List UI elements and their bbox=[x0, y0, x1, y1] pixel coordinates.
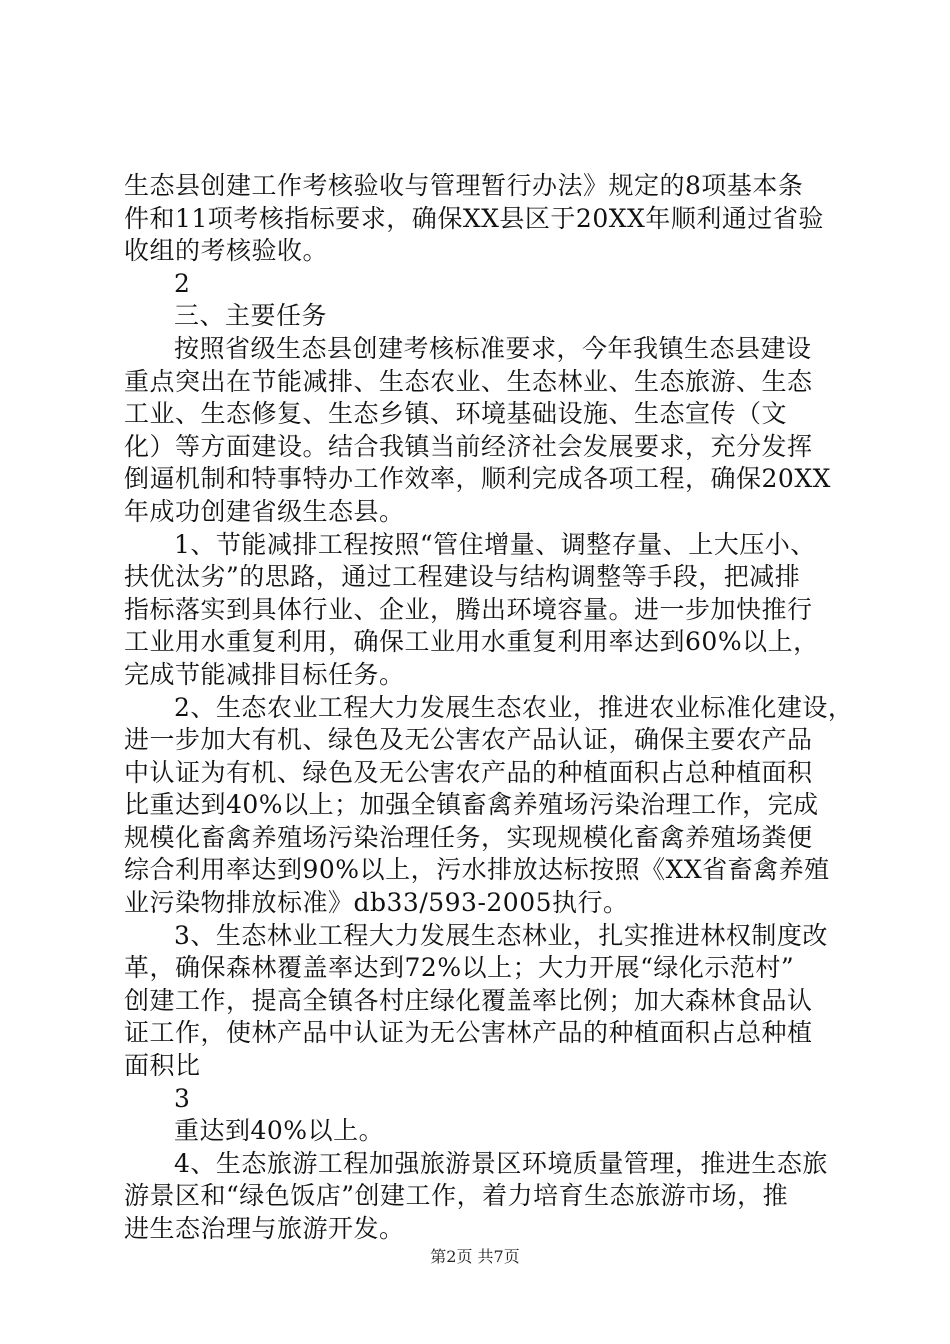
text-line: 2、生态农业工程大力发展生态农业，推进农业标准化建设， bbox=[174, 692, 854, 722]
text-line: 比重达到40%以上；加强全镇畜禽养殖场污染治理工作，完成 bbox=[124, 790, 819, 820]
text-line: 收组的考核验收。 bbox=[124, 236, 329, 266]
text-line: 重点突出在节能减排、生态农业、生态林业、生态旅游、生态 bbox=[124, 366, 813, 396]
text-line: 创建工作，提高全镇各村庄绿化覆盖率比例；加大森林食品认 bbox=[124, 985, 813, 1015]
text-line: 生态县创建工作考核验收与管理暂行办法》规定的8项基本条 bbox=[124, 171, 804, 200]
text-line: 倒逼机制和特事特办工作效率，顺利完成各项工程，确保20XX bbox=[124, 464, 831, 494]
text-line: 按照省级生态县创建考核标准要求，今年我镇生态县建设 bbox=[174, 333, 812, 363]
text-line: 证工作，使林产品中认证为无公害林产品的种植面积占总种植 bbox=[124, 1018, 813, 1048]
text-line: 游景区和“绿色饭店”创建工作，着力培育生态旅游市场，推 bbox=[124, 1181, 789, 1211]
text-line: 工业用水重复利用，确保工业用水重复利用率达到60%以上， bbox=[124, 627, 819, 657]
text-line: 面积比 bbox=[124, 1051, 201, 1081]
text-line: 革，确保森林覆盖率达到72%以上；大力开展“绿化示范村” bbox=[124, 953, 795, 983]
text-line: 1、节能减排工程按照“管住增量、调整存量、上大压小、 bbox=[174, 529, 816, 559]
text-line: 中认证为有机、绿色及无公害农产品的种植面积占总种植面积 bbox=[124, 757, 813, 787]
text-line: 扶优汰劣”的思路，通过工程建设与结构调整等手段，把减排 bbox=[124, 562, 801, 592]
section-heading: 三、主要任务 bbox=[174, 301, 328, 331]
text-line: 重达到40%以上。 bbox=[174, 1116, 385, 1146]
text-line: 4、生态旅游工程加强旅游景区环境质量管理，推进生态旅 bbox=[174, 1148, 828, 1178]
text-line: 化）等方面建设。结合我镇当前经济社会发展要求，充分发挥 bbox=[124, 431, 813, 461]
page-marker: 2 bbox=[174, 268, 191, 298]
text-line: 件和11项考核指标要求，确保XX县区于20XX年顺利通过省验 bbox=[124, 203, 824, 233]
document-body bbox=[124, 170, 854, 1246]
text-line: 3、生态林业工程大力发展生态林业，扎实推进林权制度改 bbox=[174, 920, 828, 950]
text-line: 规模化畜禽养殖场污染治理任务，实现规模化畜禽养殖场粪便 bbox=[124, 822, 813, 852]
text-line: 业污染物排放标准》db33/593-2005执行。 bbox=[124, 888, 629, 918]
page-number-footer: 第2页 共7页 bbox=[430, 1247, 520, 1266]
text-line: 进生态治理与旅游开发。 bbox=[124, 1214, 405, 1243]
text-line: 综合利用率达到90%以上，污水排放达标按照《XX省畜禽养殖 bbox=[124, 855, 830, 885]
text-line: 进一步加大有机、绿色及无公害农产品认证，确保主要农产品 bbox=[124, 725, 813, 755]
text-line: 完成节能减排目标任务。 bbox=[124, 659, 405, 689]
text-line: 工业、生态修复、生态乡镇、环境基础设施、生态宣传（文 bbox=[124, 399, 788, 429]
page-marker: 3 bbox=[174, 1083, 191, 1113]
text-line: 年成功创建省级生态县。 bbox=[124, 496, 405, 526]
text-line: 指标落实到具体行业、企业，腾出环境容量。进一步加快推行 bbox=[124, 594, 813, 624]
